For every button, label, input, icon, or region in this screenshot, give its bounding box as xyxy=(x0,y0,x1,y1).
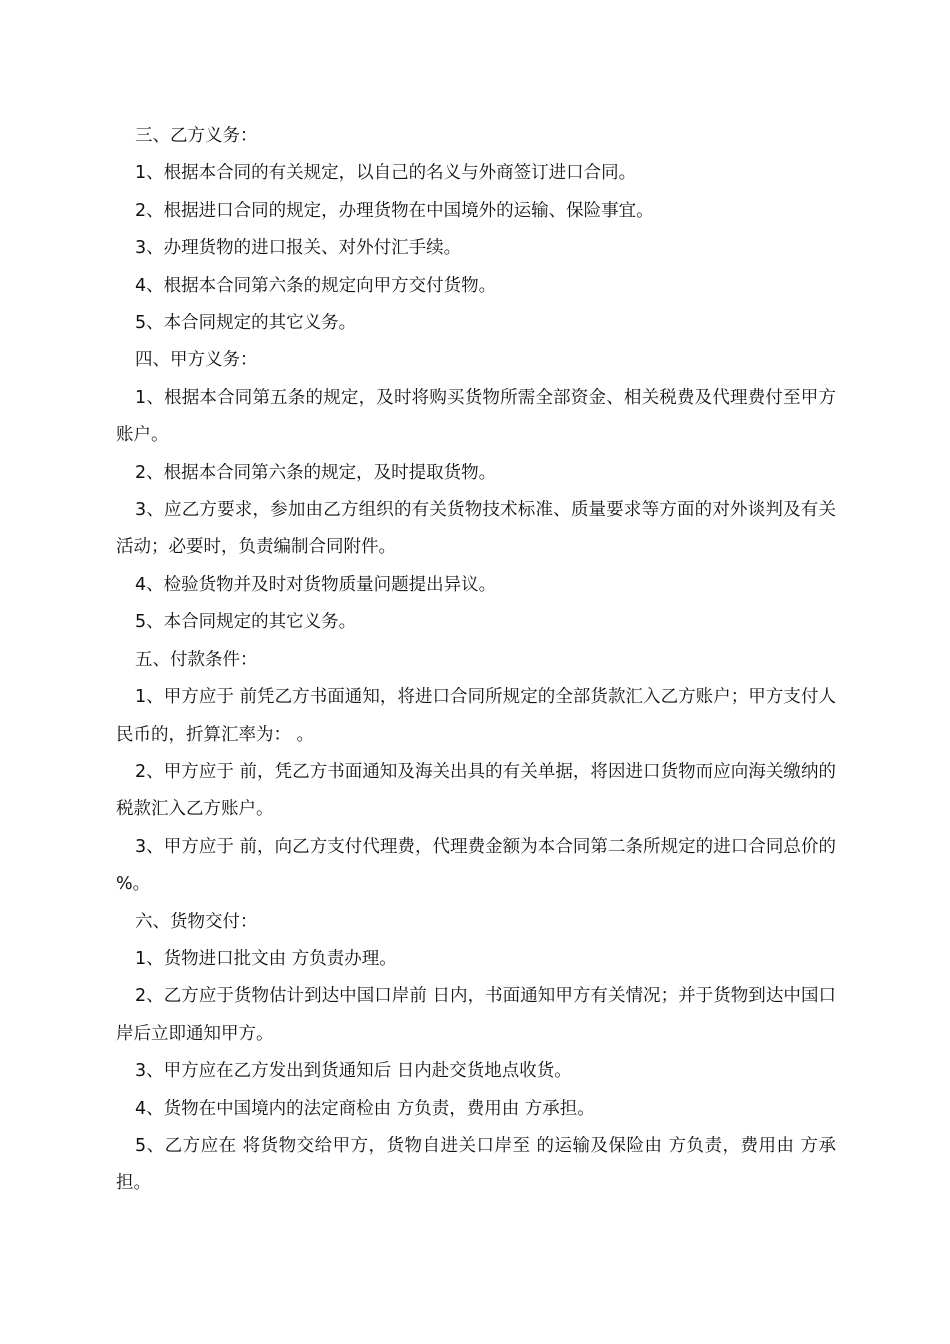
clause-paragraph: 2、根据本合同第六条的规定，及时提取货物。 xyxy=(135,462,497,483)
clause-paragraph: 1、货物进口批文由 方负责办理。 xyxy=(135,948,397,969)
clause-paragraph: 5、本合同规定的其它义务。 xyxy=(135,612,357,633)
clause-paragraph: 2、甲方应于 前，凭乙方书面通知及海关出具的有关单据，将因进口货物而应向海关缴纳的税款汇入乙方账户。 xyxy=(116,761,836,820)
clause-paragraph: 4、根据本合同第六条的规定向甲方交付货物。 xyxy=(135,275,497,296)
clause-paragraph: 5、本合同规定的其它义务。 xyxy=(135,313,357,334)
section-heading-goods-delivery: 六、货物交付： xyxy=(135,911,258,932)
clause-paragraph: 1、根据本合同第五条的规定，及时将购买货物所需全部资金、相关税费及代理费付至甲方账户。 xyxy=(116,387,836,446)
clause-paragraph: 1、根据本合同的有关规定，以自己的名义与外商签订进口合同。 xyxy=(135,163,637,184)
clause-paragraph: 3、应乙方要求，参加由乙方组织的有关货物技术标准、质量要求等方面的对外谈判及有关活动；必要时，负责编制合同附件。 xyxy=(116,500,836,558)
clause-paragraph: 4、货物在中国境内的法定商检由 方负责，费用由 方承担。 xyxy=(135,1098,595,1119)
clause-paragraph: 3、甲方应在乙方发出到货通知后 日内赴交货地点收货。 xyxy=(135,1061,572,1082)
clause-paragraph: 4、检验货物并及时对货物质量问题提出异议。 xyxy=(135,574,497,595)
clause-paragraph: 1、甲方应于 前凭乙方书面通知，将进口合同所规定的全部货款汇入乙方账户；甲方支付人民币的，折算汇率为： 。 xyxy=(116,687,836,745)
clause-paragraph: 3、甲方应于 前，向乙方支付代理费，代理费金额为本合同第二条所规定的进口合同总价的 %。 xyxy=(116,836,836,895)
document-body xyxy=(116,118,836,1203)
section-heading-obligations-party-a: 四、甲方义务： xyxy=(135,350,258,371)
clause-paragraph: 3、办理货物的进口报关、对外付汇手续。 xyxy=(135,238,462,259)
clause-paragraph: 5、乙方应在 将货物交给甲方，货物自进关口岸至 的运输及保险由 方负责，费用由 方承担。 xyxy=(116,1135,836,1194)
clause-paragraph: 2、根据进口合同的规定，办理货物在中国境外的运输、保险事宜。 xyxy=(135,200,654,221)
section-heading-payment-terms: 五、付款条件： xyxy=(135,649,258,670)
section-heading-obligations-party-b: 三、乙方义务： xyxy=(135,126,258,146)
clause-paragraph: 2、乙方应于货物估计到达中国口岸前 日内，书面通知甲方有关情况；并于货物到达中国口岸后立即通知甲方。 xyxy=(116,986,836,1044)
